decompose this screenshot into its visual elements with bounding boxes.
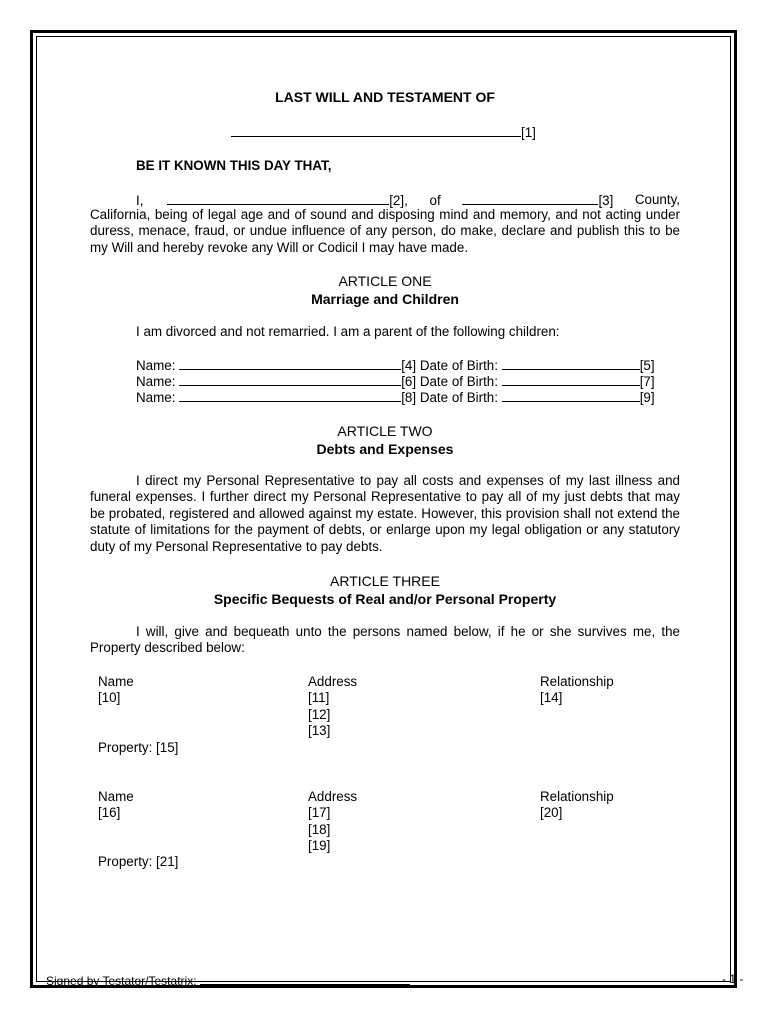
bequest-name-tag: [16] xyxy=(98,805,121,821)
child-name-line[interactable] xyxy=(179,389,401,402)
article-two-subheading: Debts and Expenses xyxy=(316,441,454,457)
bequest-property: Property: [21] xyxy=(98,854,179,869)
county-line[interactable] xyxy=(462,192,598,205)
bequest-relationship-column xyxy=(540,674,614,707)
child-name-label: Name: xyxy=(136,358,176,373)
bequest-name-label: Name xyxy=(98,789,134,804)
signature-line[interactable] xyxy=(200,972,410,985)
child-dob-tag: [9] xyxy=(639,390,655,405)
bequest-address-tag: [11] xyxy=(308,690,330,706)
testator-line[interactable] xyxy=(167,192,389,205)
child-name-tag: [6] xyxy=(401,374,417,389)
child-row xyxy=(136,357,655,373)
child-dob-line[interactable] xyxy=(502,389,640,402)
testator-tag: [1] xyxy=(521,125,536,140)
child-dob-label: Date of Birth: xyxy=(419,358,498,373)
signed-by-label: Signed by Testator/Testatrix: xyxy=(46,974,197,988)
article-one-subheading: Marriage and Children xyxy=(311,291,459,307)
intro-county: County, xyxy=(634,192,680,207)
bequest-address-label: Address xyxy=(308,789,358,804)
child-name-line[interactable] xyxy=(179,373,401,386)
child-dob-tag: [5] xyxy=(639,358,655,373)
bequest-address-column xyxy=(308,789,357,855)
be-it-known-heading: BE IT KNOWN THIS DAY THAT, xyxy=(136,158,332,173)
child-name-tag: [4] xyxy=(401,358,417,373)
bequest-name-column xyxy=(98,674,134,707)
child-name-line[interactable] xyxy=(179,357,401,370)
bequest-relationship-tag: [14] xyxy=(540,690,563,706)
intro-tag2: [2], xyxy=(389,193,408,208)
child-dob-line[interactable] xyxy=(502,373,640,386)
bequest-name-label: Name xyxy=(98,674,134,689)
bequest-relationship-tag: [20] xyxy=(540,805,563,821)
bequest-name-tag: [10] xyxy=(98,690,121,706)
bequest-address-tag: [19] xyxy=(308,838,331,854)
bequest-address-tag: [12] xyxy=(308,706,331,722)
bequest-address-label: Address xyxy=(308,674,358,689)
child-dob-label: Date of Birth: xyxy=(419,390,498,405)
article-one-heading: ARTICLE ONE xyxy=(338,273,432,289)
page-number: - 1 - xyxy=(722,972,744,986)
child-name-tag: [8] xyxy=(401,390,417,405)
child-name-label: Name: xyxy=(136,374,176,389)
child-dob-line[interactable] xyxy=(502,357,640,370)
testator-name-line xyxy=(231,124,521,137)
intro-of: of xyxy=(429,193,441,208)
bequest-name-column xyxy=(98,789,134,822)
article-one-text: I am divorced and not remarried. I am a parent of the following children: xyxy=(136,324,560,339)
bequest-address-tag: [17] xyxy=(308,805,331,821)
intro-i: I, xyxy=(136,193,144,208)
intro-paragraph: California, being of legal age and of sound and disposing mind and memory, and not acting under duress, menace, fraud, or undue influence of any person, do make, declare and publish this to be my Will and hereby revoke any Will or Codicil I may have made. xyxy=(90,207,680,255)
bequest-relationship-label: Relationship xyxy=(540,789,614,804)
intro-first-line xyxy=(136,192,680,208)
article-three-heading: ARTICLE THREE xyxy=(330,573,440,589)
child-dob-label: Date of Birth: xyxy=(419,374,498,389)
bequest-relationship-label: Relationship xyxy=(540,674,614,689)
testator-name-field[interactable] xyxy=(231,124,536,140)
article-three-text: I will, give and bequeath unto the persons named below, if he or she survives me, the Property described below: xyxy=(90,624,680,656)
bequest-address-column xyxy=(308,674,357,740)
article-two-text: I direct my Personal Representative to pay all costs and expenses of my last illness and funeral expenses. I further direct my Personal Representative to pay all of my just debts that may be probated, registered and allowed against my estate. However, this provision shall not extend the statute of limitations for the payment of debts, or enlarge upon my legal obligation or any statutory duty of my Personal Representative to pay debts. xyxy=(90,473,680,554)
article-three-subheading: Specific Bequests of Real and/or Personal Property xyxy=(213,591,557,607)
bequest-relationship-column xyxy=(540,789,614,822)
child-row xyxy=(136,373,655,389)
bequest-property: Property: [15] xyxy=(98,740,179,755)
child-row xyxy=(136,389,655,405)
bequest-address-tag: [18] xyxy=(308,821,331,837)
document-title: LAST WILL AND TESTAMENT OF xyxy=(275,89,495,105)
child-name-label: Name: xyxy=(136,390,176,405)
signature-footer xyxy=(46,972,410,988)
article-two-heading: ARTICLE TWO xyxy=(337,423,433,439)
intro-tag3: [3] xyxy=(598,193,614,208)
child-dob-tag: [7] xyxy=(639,374,655,389)
bequest-address-tag: [13] xyxy=(308,723,331,739)
